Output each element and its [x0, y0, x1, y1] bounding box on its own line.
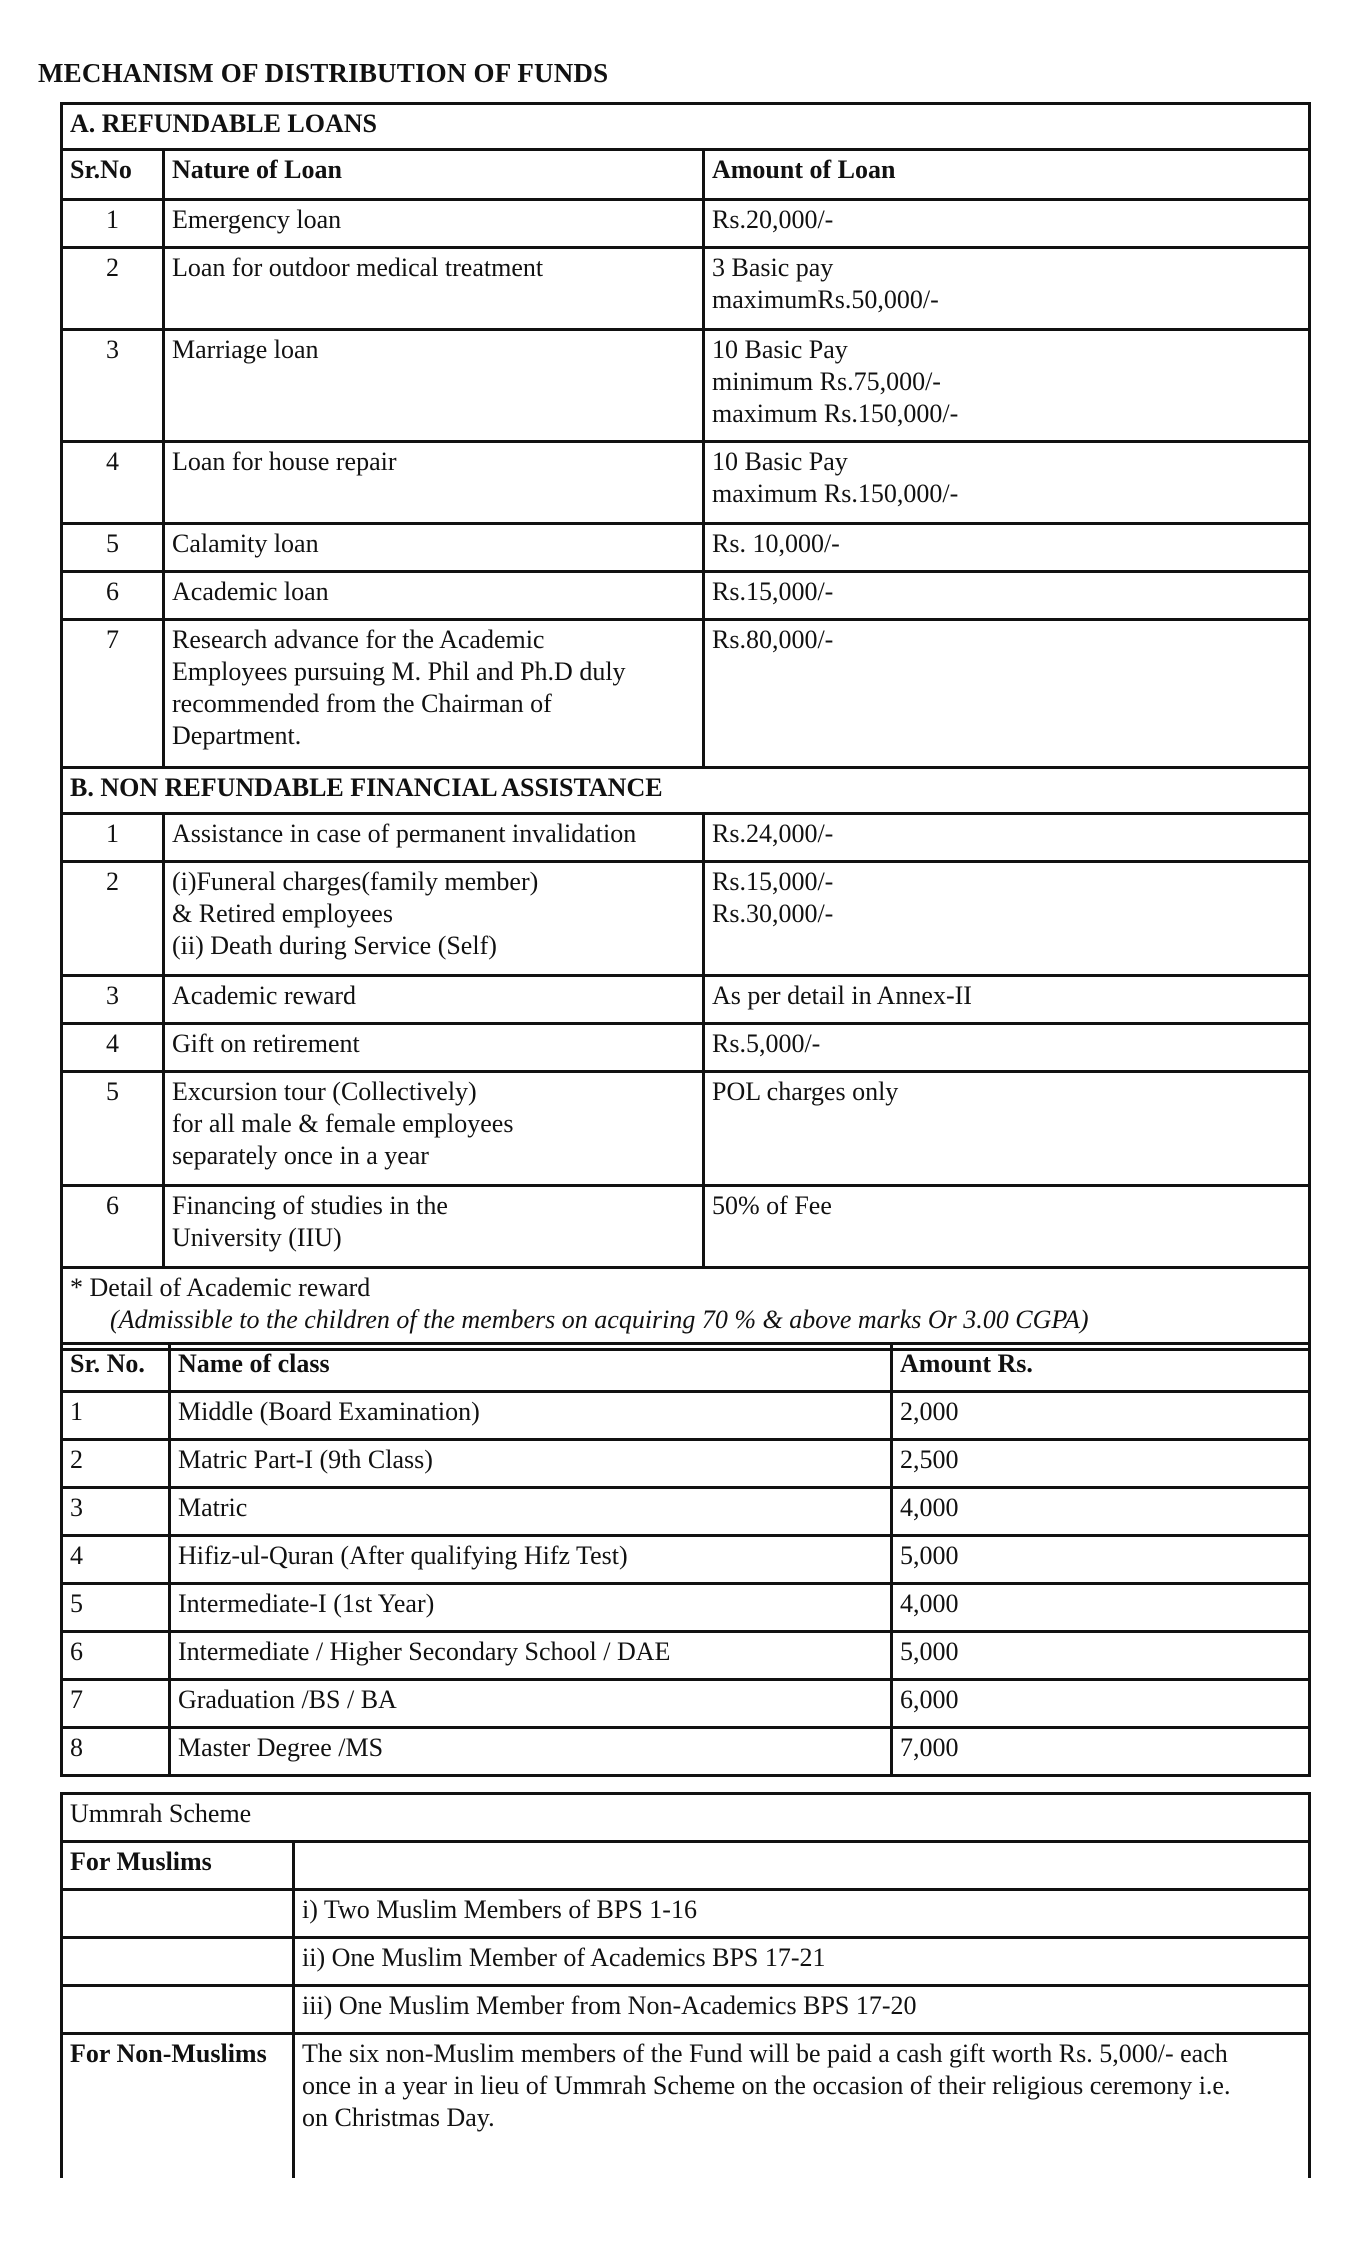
row-number: 5 [62, 524, 164, 572]
row-number: 2 [62, 862, 164, 976]
academic-reward-header-row [62, 1344, 1310, 1392]
assistance-nature: Assistance in case of permanent invalidation [164, 814, 704, 862]
section-a-header-row [62, 150, 1310, 200]
academic-reward-note-condition: (Admissible to the children of the members on acquiring 70 % & above marks Or 3.00 CGPA) [110, 1305, 1089, 1334]
class-name: Middle (Board Examination) [170, 1392, 892, 1440]
assistance-nature: Gift on retirement [164, 1024, 704, 1072]
reward-amount: 5,000 [892, 1632, 1310, 1680]
document-title: MECHANISM OF DISTRIBUTION OF FUNDS [38, 58, 609, 88]
loan-amount: Rs.20,000/- [704, 200, 1310, 248]
table-row [62, 976, 1310, 1024]
table-row [62, 1186, 1310, 1268]
row-number: 8 [62, 1728, 170, 1776]
funds-table [60, 102, 1311, 1351]
reward-amount: 4,000 [892, 1584, 1310, 1632]
assistance-amount: Rs.5,000/- [704, 1024, 1310, 1072]
blank-cell [62, 1890, 294, 1938]
table-row [62, 330, 1310, 442]
assistance-amount: 50% of Fee [704, 1186, 1310, 1268]
ummrah-table [60, 1792, 1311, 2178]
table-row [62, 1938, 1310, 1986]
table-row [62, 1584, 1310, 1632]
table-row [62, 1488, 1310, 1536]
table-row [62, 1072, 1310, 1186]
loan-amount: 10 Basic Pay maximum Rs.150,000/- [704, 442, 1310, 524]
table-row [62, 1632, 1310, 1680]
class-name: Intermediate / Higher Secondary School / DAE [170, 1632, 892, 1680]
table-row [62, 814, 1310, 862]
reward-amount: 2,000 [892, 1392, 1310, 1440]
academic-reward-note-title: * Detail of Academic reward [70, 1273, 371, 1302]
table-row [62, 1890, 1310, 1938]
class-name: Matric [170, 1488, 892, 1536]
assistance-nature: Academic reward [164, 976, 704, 1024]
row-number: 4 [62, 1024, 164, 1072]
blank-cell [62, 1986, 294, 2034]
loan-amount: 3 Basic pay maximumRs.50,000/- [704, 248, 1310, 330]
table-row [62, 248, 1310, 330]
loan-amount: Rs. 10,000/- [704, 524, 1310, 572]
reward-amount: 2,500 [892, 1440, 1310, 1488]
blank-cell [62, 1938, 294, 1986]
assistance-amount: Rs.24,000/- [704, 814, 1310, 862]
loan-amount: Rs.15,000/- [704, 572, 1310, 620]
ummrah-heading: Ummrah Scheme [62, 1794, 1310, 1842]
reward-amount: 5,000 [892, 1536, 1310, 1584]
section-b-heading: B. NON REFUNDABLE FINANCIAL ASSISTANCE [62, 768, 1310, 814]
assistance-nature: Excursion tour (Collectively) for all male & female employees separately once in a year [164, 1072, 704, 1186]
row-number: 5 [62, 1072, 164, 1186]
col-header-nature: Nature of Loan [164, 150, 704, 200]
row-number: 6 [62, 1632, 170, 1680]
assistance-nature: (i)Funeral charges(family member) & Retired employees (ii) Death during Service (Self) [164, 862, 704, 976]
row-number: 4 [62, 1536, 170, 1584]
ummrah-muslim-item: ii) One Muslim Member of Academics BPS 17-21 [294, 1938, 1310, 1986]
loan-nature: Calamity loan [164, 524, 704, 572]
table-row [62, 572, 1310, 620]
row-number: 6 [62, 1186, 164, 1268]
row-number: 6 [62, 572, 164, 620]
row-number: 1 [62, 1392, 170, 1440]
for-muslims-label: For Muslims [62, 1842, 294, 1890]
table-row [62, 1440, 1310, 1488]
assistance-amount: POL charges only [704, 1072, 1310, 1186]
reward-amount: 7,000 [892, 1728, 1310, 1776]
loan-amount: 10 Basic Pay minimum Rs.75,000/- maximum Rs.150,000/- [704, 330, 1310, 442]
row-number: 3 [62, 976, 164, 1024]
row-number: 2 [62, 248, 164, 330]
table-row [62, 1842, 1310, 1890]
row-number: 3 [62, 330, 164, 442]
table-row [62, 1024, 1310, 1072]
academic-reward-note [62, 1268, 1310, 1350]
non-muslims-text: The six non-Muslim members of the Fund will be paid a cash gift worth Rs. 5,000/- each once in a year in lieu of Ummrah Scheme on the occasion of their religious ceremony i.e. on Christmas Day. [294, 2034, 1310, 2178]
blank-cell [294, 1842, 1310, 1890]
for-non-muslims-label: For Non-Muslims [62, 2034, 294, 2178]
row-number: 2 [62, 1440, 170, 1488]
reward-amount: 4,000 [892, 1488, 1310, 1536]
table-row [62, 1392, 1310, 1440]
ummrah-muslim-item: i) Two Muslim Members of BPS 1-16 [294, 1890, 1310, 1938]
loan-amount: Rs.80,000/- [704, 620, 1310, 768]
class-name: Master Degree /MS [170, 1728, 892, 1776]
loan-nature: Loan for outdoor medical treatment [164, 248, 704, 330]
table-row [62, 1728, 1310, 1776]
academic-reward-table [60, 1342, 1311, 1777]
table-row [62, 862, 1310, 976]
row-number: 1 [62, 814, 164, 862]
table-row [62, 2034, 1310, 2178]
table-row [62, 1680, 1310, 1728]
assistance-amount: As per detail in Annex-II [704, 976, 1310, 1024]
row-number: 1 [62, 200, 164, 248]
ummrah-muslim-item: iii) One Muslim Member from Non-Academics BPS 17-20 [294, 1986, 1310, 2034]
assistance-amount: Rs.15,000/- Rs.30,000/- [704, 862, 1310, 976]
class-name: Matric Part-I (9th Class) [170, 1440, 892, 1488]
row-number: 7 [62, 1680, 170, 1728]
table-row [62, 442, 1310, 524]
row-number: 3 [62, 1488, 170, 1536]
table-row [62, 1536, 1310, 1584]
section-a-heading: A. REFUNDABLE LOANS [62, 104, 1310, 150]
loan-nature: Research advance for the Academic Employees pursuing M. Phil and Ph.D duly recommended from the Chairman of Department. [164, 620, 704, 768]
row-number: 4 [62, 442, 164, 524]
table-row [62, 1986, 1310, 2034]
col-header-srno: Sr. No. [62, 1344, 170, 1392]
class-name: Graduation /BS / BA [170, 1680, 892, 1728]
table-row [62, 620, 1310, 768]
row-number: 7 [62, 620, 164, 768]
loan-nature: Marriage loan [164, 330, 704, 442]
loan-nature: Loan for house repair [164, 442, 704, 524]
assistance-nature: Financing of studies in the University (IIU) [164, 1186, 704, 1268]
col-header-amount: Amount Rs. [892, 1344, 1310, 1392]
col-header-class: Name of class [170, 1344, 892, 1392]
col-header-srno: Sr.No [62, 150, 164, 200]
reward-amount: 6,000 [892, 1680, 1310, 1728]
class-name: Intermediate-I (1st Year) [170, 1584, 892, 1632]
class-name: Hifiz-ul-Quran (After qualifying Hifz Test) [170, 1536, 892, 1584]
col-header-amount: Amount of Loan [704, 150, 1310, 200]
row-number: 5 [62, 1584, 170, 1632]
table-row [62, 524, 1310, 572]
loan-nature: Academic loan [164, 572, 704, 620]
loan-nature: Emergency loan [164, 200, 704, 248]
table-row [62, 200, 1310, 248]
